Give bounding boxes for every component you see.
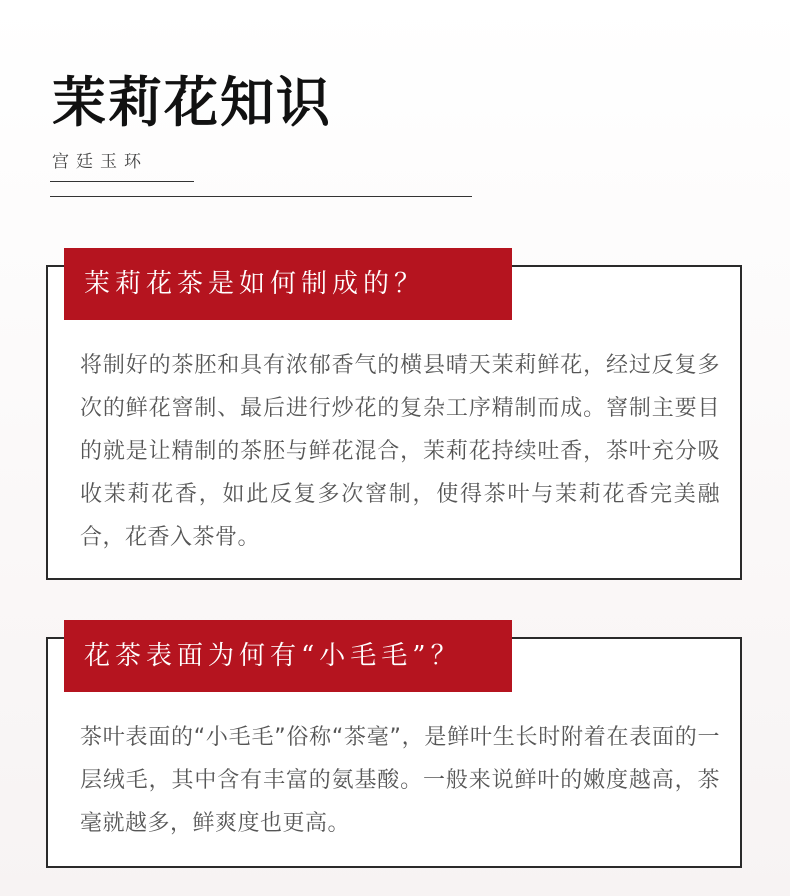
section-divider bbox=[50, 196, 472, 197]
page-subtitle: 宫廷玉环 bbox=[52, 152, 148, 172]
faq-question-1: 茉莉花茶是如何制成的？ bbox=[64, 248, 512, 320]
faq-answer-2: 茶叶表面的“小毛毛”俗称“茶毫”，是鲜叶生长时附着在表面的一层绒毛，其中含有丰富的氨基酸。一般来说鲜叶的嫩度越高，茶毫就越多，鲜爽度也更高。 bbox=[80, 725, 720, 836]
page-title: 茉莉花知识 bbox=[52, 70, 332, 134]
subtitle-underline bbox=[50, 181, 194, 182]
faq-question-2: 花茶表面为何有“小毛毛”？ bbox=[64, 620, 512, 692]
faq-answer-1: 将制好的茶胚和具有浓郁香气的横县晴天茉莉鲜花，经过反复多次的鲜花窨制、最后进行炒花的复杂工序精制而成。窨制主要目的就是让精制的茶胚与鲜花混合，茉莉花持续吐香，茶叶充分吸收茉莉花香，如此反复多次窨制，使得茶叶与茉莉花香完美融合，花香入茶骨。 bbox=[80, 353, 720, 550]
